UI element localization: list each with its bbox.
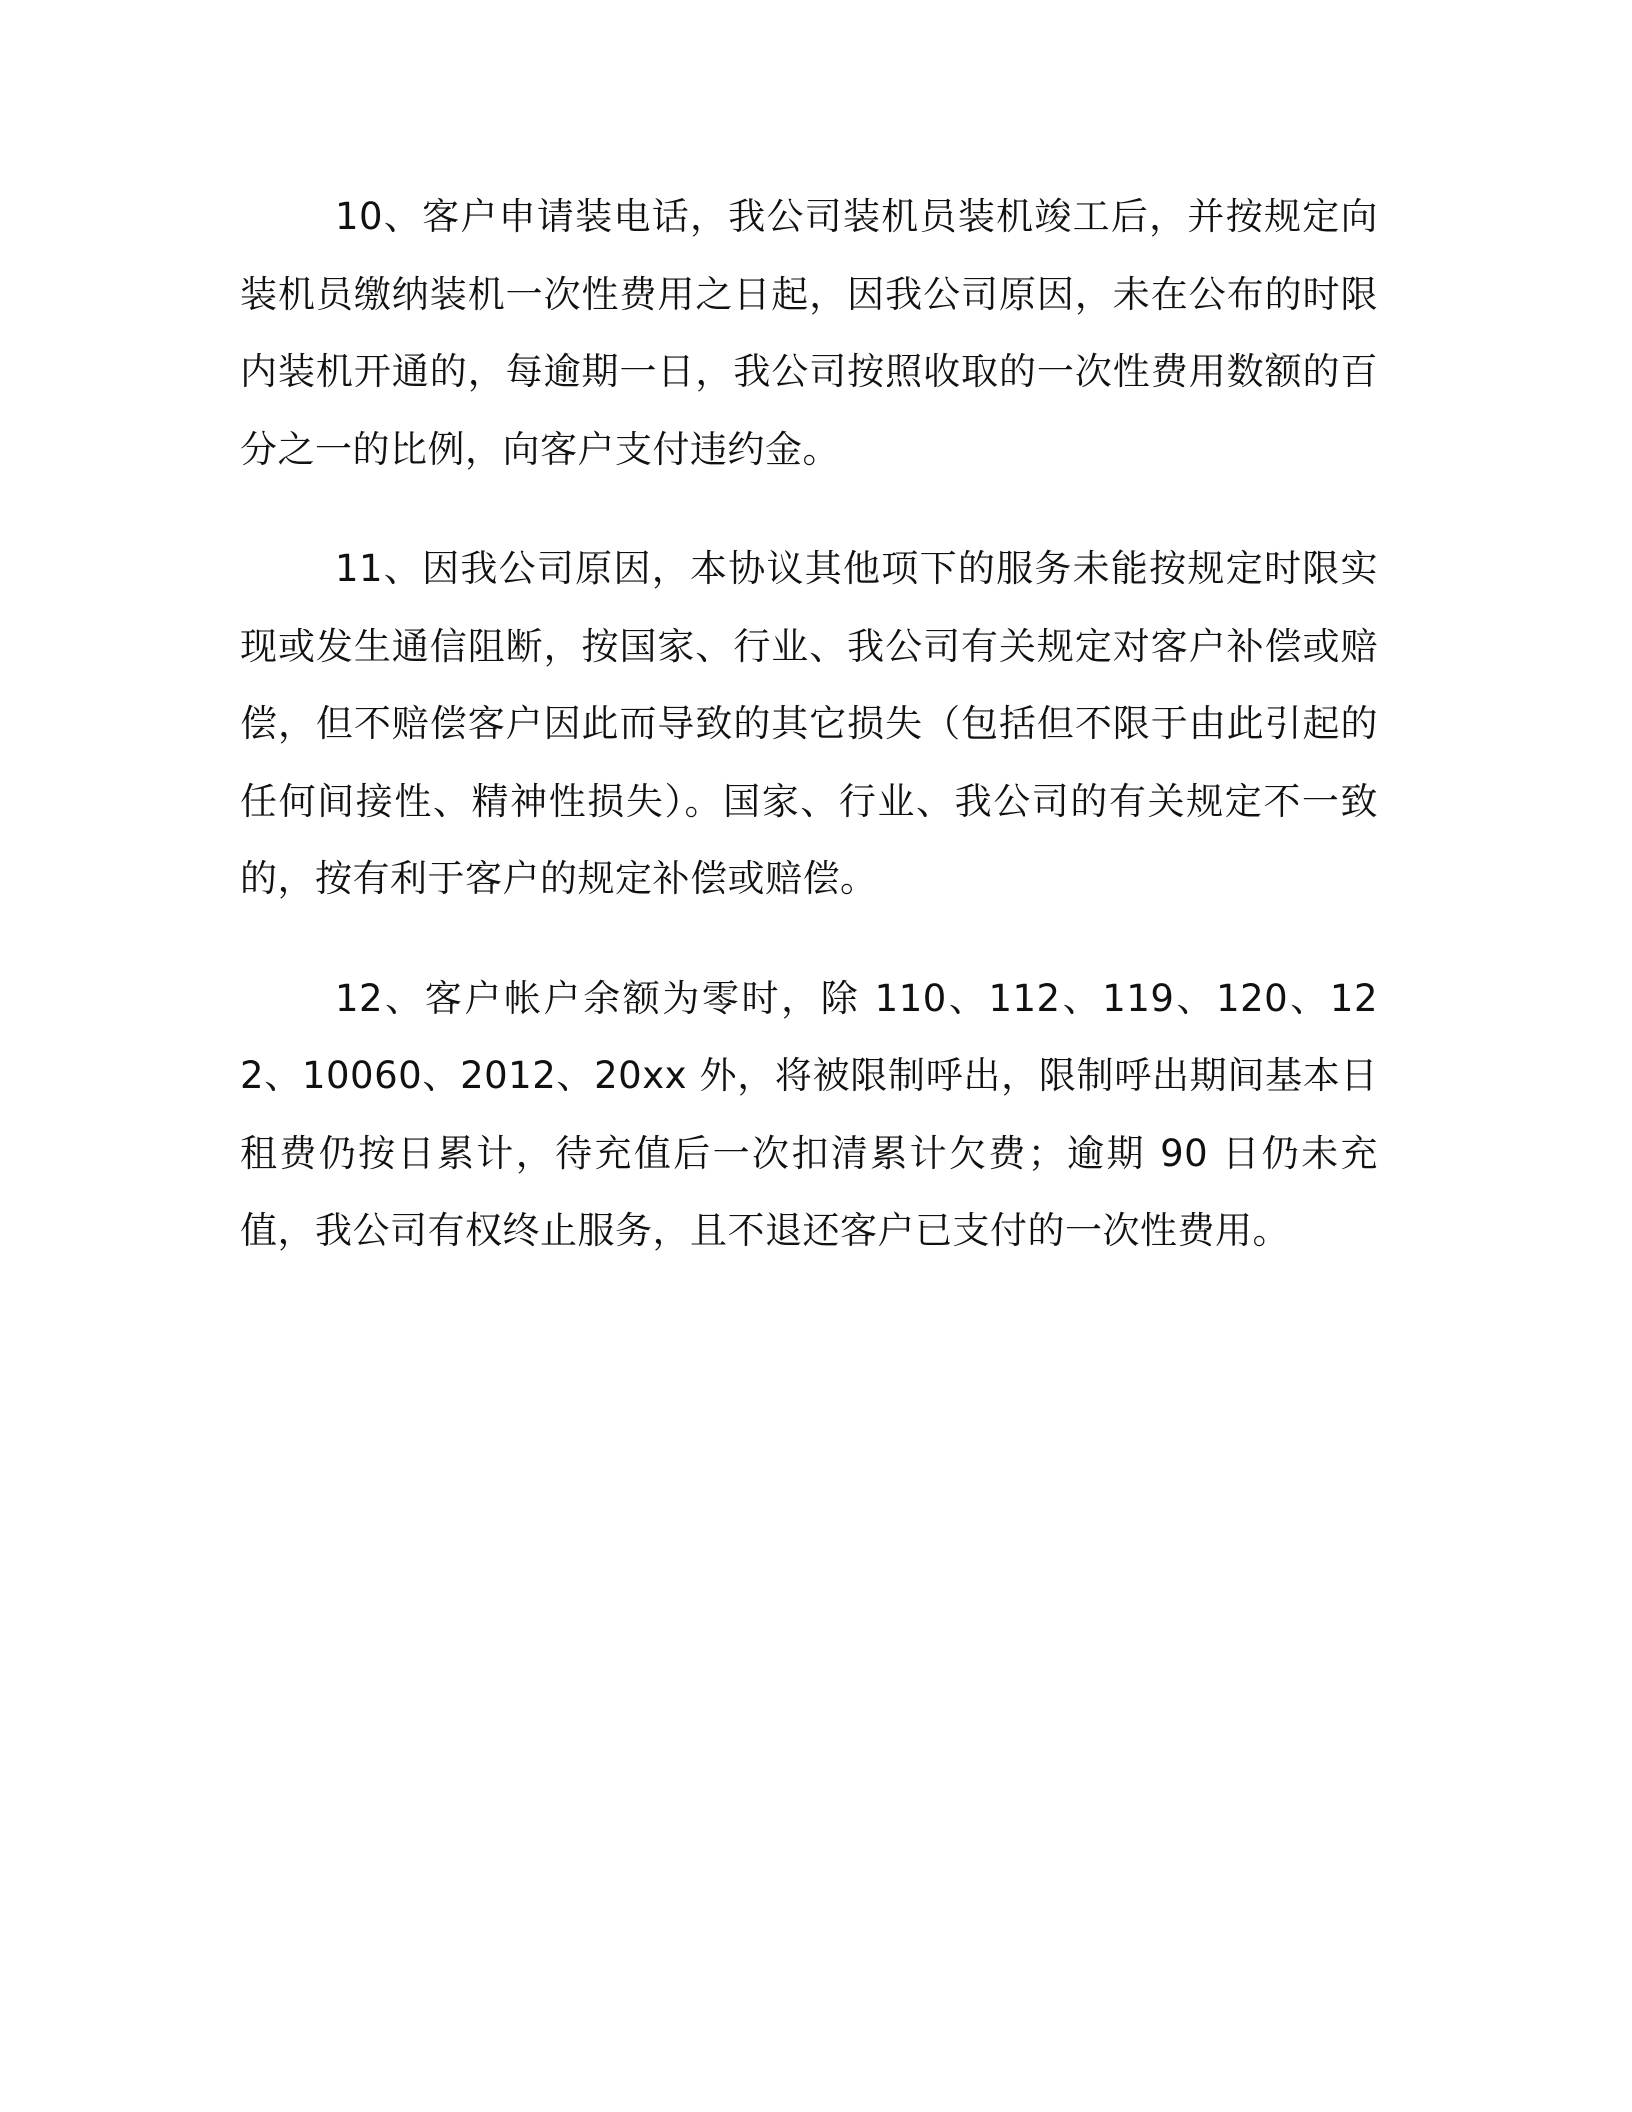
clause-12-paragraph: 12、客户帐户余额为零时，除 110、112、119、120、122、10060、2012、20xx 外，将被限制呼出，限制呼出期间基本日租费仍按日累计，待充值后一次扣清累计欠费；逾期 90 日仍未充值，我公司有权终止服务，且不退还客户已支付的一次性费用。 [240,976,1378,1252]
clause-10-paragraph: 10、客户申请装电话，我公司装机员装机竣工后，并按规定向装机员缴纳装机一次性费用之日起，因我公司原因，未在公布的时限内装机开通的，每逾期一日，我公司按照收取的一次性费用数额的百分之一的比例，向客户支付违约金。 [240,195,1378,471]
document-body [240,178,1378,1312]
clause-11-paragraph: 11、因我公司原因，本协议其他项下的服务未能按规定时限实现或发生通信阻断，按国家、行业、我公司有关规定对客户补偿或赔偿，但不赔偿客户因此而导致的其它损失（包括但不限于由此引起的任何间接性、精神性损失）。国家、行业、我公司的有关规定不一致的，按有利于客户的规定补偿或赔偿。 [240,547,1378,900]
